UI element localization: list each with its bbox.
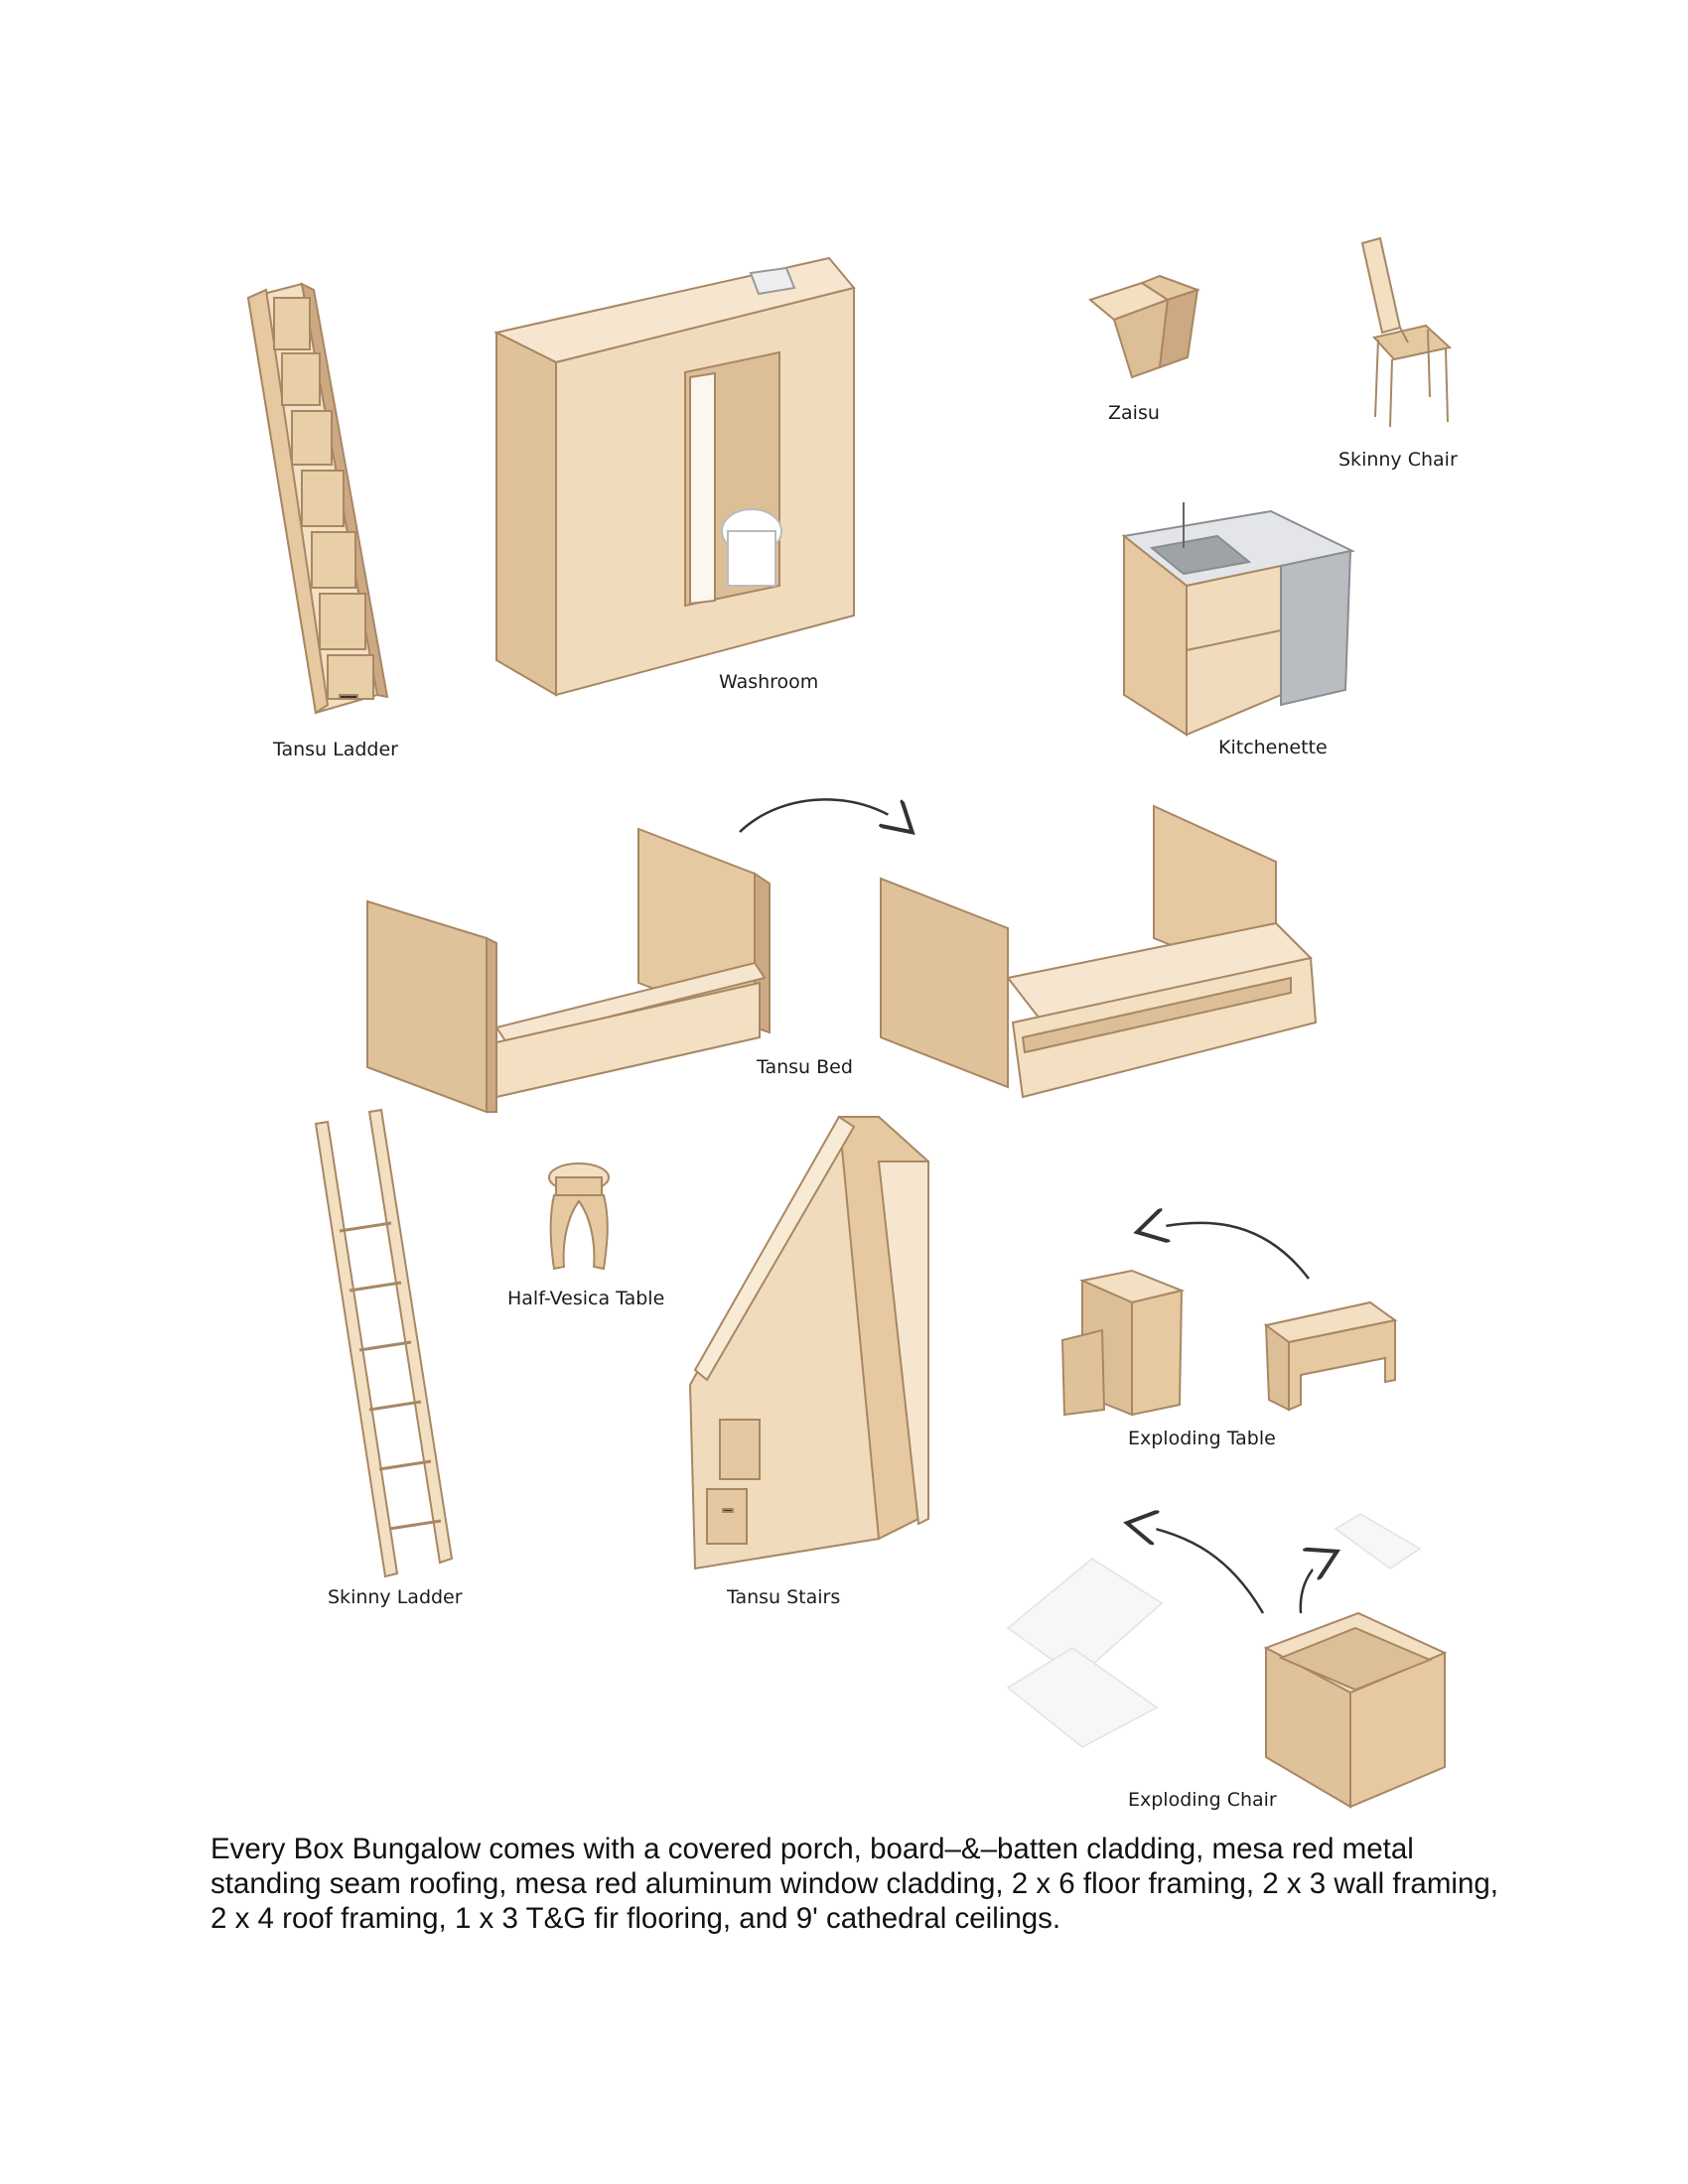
transform-arrow-icon [1301, 1554, 1333, 1613]
washroom-caption: Washroom [719, 671, 819, 693]
zaisu-icon [1090, 276, 1197, 377]
body-paragraph: Every Box Bungalow comes with a covered porch, board–&–batten cladding, mesa red metal standing seam roofing, mesa red aluminum window cladding, 2 x 6 floor framing, 2 x 3 wall framing, 2 x 4 roof framing, 1 x 3 T&G fir flooring, and 9' cathedral ceilings. [211, 1833, 1498, 1935]
exploding-chair-caption: Exploding Chair [1128, 1789, 1277, 1811]
half-vesica-table-icon [549, 1163, 609, 1269]
kitchenette-icon [1124, 502, 1352, 735]
exploding-table-icon [1062, 1271, 1395, 1415]
transform-arrow-icon [740, 799, 909, 832]
zaisu-caption: Zaisu [1108, 402, 1160, 424]
tansu-ladder-caption: Tansu Ladder [273, 739, 398, 760]
skinny-ladder-caption: Skinny Ladder [328, 1586, 463, 1608]
skinny-ladder-icon [316, 1110, 452, 1576]
tansu-stairs-caption: Tansu Stairs [727, 1586, 841, 1608]
exploding-table-caption: Exploding Table [1128, 1428, 1276, 1449]
tansu-bed-caption: Tansu Bed [757, 1056, 853, 1078]
tansu-stairs-icon [690, 1117, 928, 1569]
transform-arrow-icon [1142, 1223, 1309, 1279]
exploding-chair-icon [1266, 1613, 1445, 1807]
tansu-bed-icon [367, 829, 770, 1112]
washroom-icon [496, 258, 854, 695]
half-vesica-table-caption: Half-Vesica Table [507, 1288, 665, 1309]
skinny-chair-caption: Skinny Chair [1338, 449, 1458, 471]
tansu-ladder-icon [248, 284, 387, 713]
kitchenette-caption: Kitchenette [1218, 737, 1328, 758]
tansu-bed-drawer-icon [881, 806, 1316, 1097]
skinny-chair-icon [1362, 238, 1450, 427]
